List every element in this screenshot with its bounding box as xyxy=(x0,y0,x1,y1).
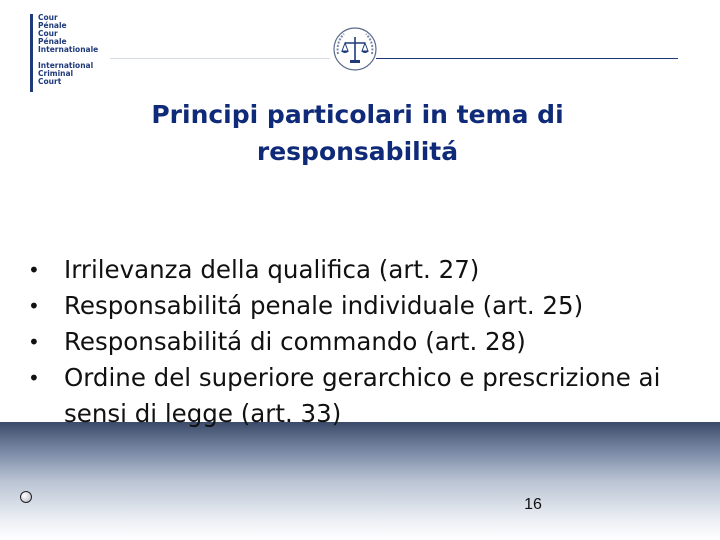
circle-icon[interactable] xyxy=(20,491,32,503)
bullet-list xyxy=(28,252,708,432)
bullet-item xyxy=(28,324,708,360)
logo-line: Pénale xyxy=(38,37,67,46)
header-rule xyxy=(376,58,678,59)
bullet-dot-icon: • xyxy=(28,330,40,354)
logo-line: Court xyxy=(38,77,62,86)
bullet-text: Responsabilitá penale individuale (art. 25) xyxy=(64,291,584,320)
page-number: 16 xyxy=(524,496,542,513)
bullet-dot-icon: • xyxy=(28,366,40,390)
icc-logo xyxy=(30,14,105,92)
slide-title: Principi particolari in tema di responsabilitá xyxy=(151,100,564,166)
scales-of-justice-emblem-icon xyxy=(330,24,380,74)
logo-line: Internationale xyxy=(38,45,99,54)
logo-line: Criminal xyxy=(38,69,74,78)
header-rule-left xyxy=(110,58,330,59)
bullet-dot-icon: • xyxy=(28,258,40,282)
bullet-text: Ordine del superiore gerarchico e prescrizione ai sensi di legge (art. 33) xyxy=(64,363,661,428)
bullet-item xyxy=(28,360,708,432)
bullet-item xyxy=(28,288,708,324)
logo-line: Pénale xyxy=(38,21,67,30)
bullet-dot-icon: • xyxy=(28,294,40,318)
logo-line: International xyxy=(38,61,94,70)
bullet-text: Irrilevanza della qualifica (art. 27) xyxy=(64,255,480,284)
logo-line: Cour xyxy=(38,29,58,38)
bullet-text: Responsabilitá di commando (art. 28) xyxy=(64,327,526,356)
bullet-item xyxy=(28,252,708,288)
bottom-gradient-band xyxy=(0,422,720,540)
logo-line: Cour xyxy=(38,13,58,22)
